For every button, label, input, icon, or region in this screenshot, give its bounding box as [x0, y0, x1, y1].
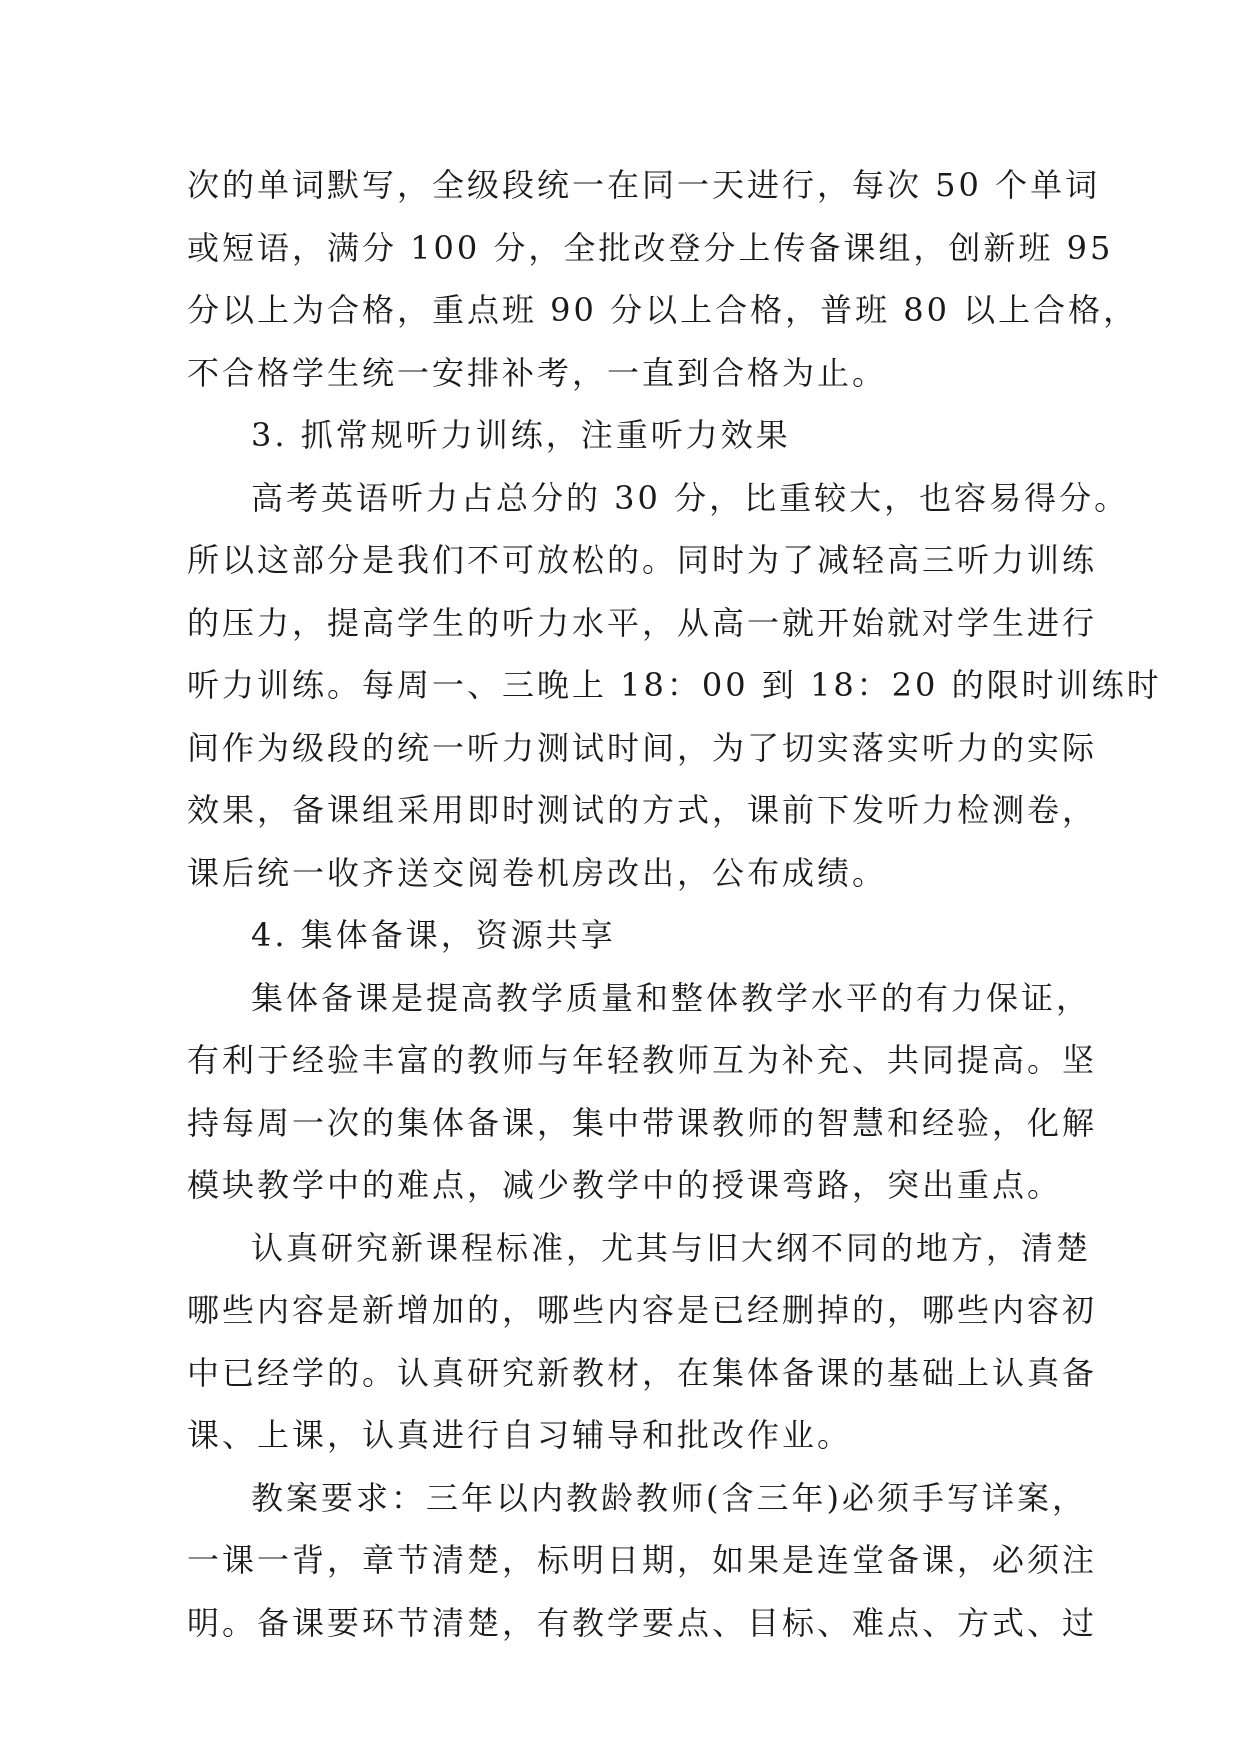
- text-line: 3. 抓常规听力训练，注重听力效果: [251, 416, 791, 454]
- text-line: 课、上课，认真进行自习辅导和批改作业。: [187, 1416, 853, 1454]
- text-line: 课后统一收齐送交阅卷机房改出，公布成绩。: [187, 853, 888, 892]
- text-line: 间作为级段的统一听力测试时间，为了切实落实听力的实际: [187, 728, 1098, 767]
- text-line: 哪些内容是新增加的，哪些内容是已经删掉的，哪些内容初: [187, 1291, 1098, 1329]
- text-line: 的压力，提高学生的听力水平，从高一就开始就对学生进行: [187, 603, 1098, 642]
- text-line: 一课一背，章节清楚，标明日期，如果是连堂备课，必须注: [187, 1541, 1098, 1579]
- text-line: 听力训练。每周一、三晚上 18：00 到 18：20 的限时训练时: [187, 666, 1162, 704]
- text-line: 中已经学的。认真研究新教材，在集体备课的基础上认真备: [187, 1353, 1098, 1392]
- text-line: 模块教学中的难点，减少教学中的授课弯路，突出重点。: [187, 1166, 1063, 1204]
- text-line: 所以这部分是我们不可放松的。同时为了减轻高三听力训练: [187, 541, 1098, 579]
- text-line: 不合格学生统一安排补考，一直到合格为止。: [187, 353, 888, 392]
- text-line: 集体备课是提高教学质量和整体教学水平的有力保证，: [251, 978, 1092, 1017]
- text-line: 有利于经验丰富的教师与年轻教师互为补充、共同提高。坚: [187, 1041, 1098, 1079]
- text-line: 4. 集体备课，资源共享: [251, 916, 616, 954]
- text-line: 持每周一次的集体备课，集中带课教师的智慧和经验，化解: [187, 1103, 1098, 1142]
- text-line: 或短语，满分 100 分，全批改登分上传备课组，创新班 95: [187, 228, 1114, 267]
- text-line: 明。备课要环节清楚，有教学要点、目标、难点、方式、过: [187, 1603, 1098, 1642]
- text-line: 高考英语听力占总分的 30 分，比重较大，也容易得分。: [251, 478, 1130, 517]
- text-line: 认真研究新课程标准，尤其与旧大纲不同的地方，清楚: [251, 1228, 1092, 1267]
- text-line: 分以上为合格，重点班 90 分以上合格，普班 80 以上合格，: [187, 291, 1139, 329]
- text-line: 效果，备课组采用即时测试的方式，课前下发听力检测卷，: [187, 791, 1098, 829]
- body-text: [187, 154, 1162, 1654]
- text-line: 教案要求：三年以内教龄教师(含三年)必须手写详案，: [251, 1478, 1087, 1517]
- text-line: 次的单词默写，全级段统一在同一天进行，每次 50 个单词: [187, 166, 1101, 204]
